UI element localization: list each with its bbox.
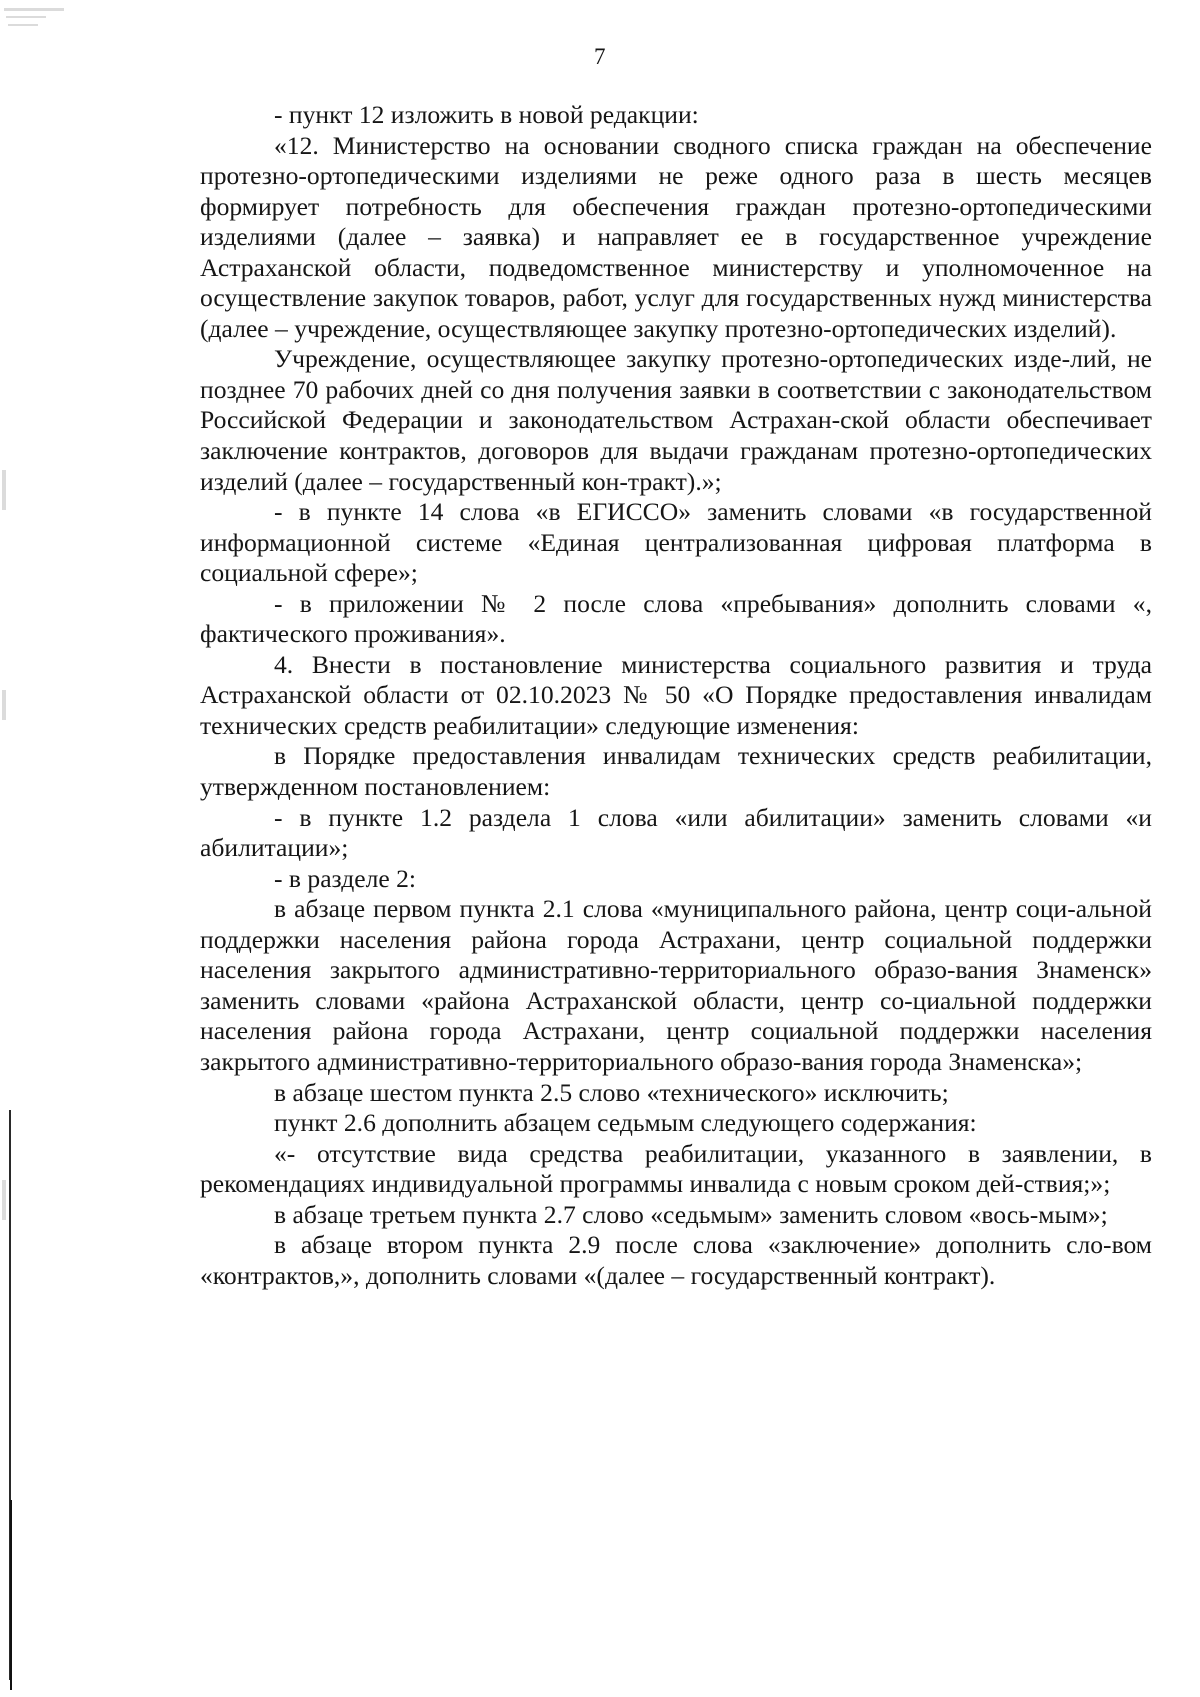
scan-artifact (8, 24, 38, 26)
paragraph: Учреждение, осуществляющее закупку протезно-ортопедических изде-лий, не позднее 70 рабочих дней со дня получения заявки в соответствии с законодательством Российской Федерации и законодательством Астрахан-ской области обеспечивает заключение контрактов, договоров для выдачи гражданам протезно-ортопедических изделий (далее – государственный кон-тракт).»; (200, 344, 1152, 496)
paragraph: «12. Министерство на основании сводного списка граждан на обеспечение протезно-ортопедическими изделиями не реже одного раза в шесть месяцев формирует потребность для обеспечения граждан протезно-ортопедическими изделиями (далее – заявка) и направляет ее в государственное учреждение Астраханской области, подведомственное министерству и уполномоченное на осуществление закупок товаров, работ, услуг для государственных нужд министерства (далее – учреждение, осуществляющее закупку протезно-ортопедических изделий). (200, 130, 1152, 343)
scan-edge-line (10, 1500, 12, 1690)
paragraph: 4. Внести в постановление министерства социального развития и труда Астраханской области от 02.10.2023 № 50 «О Порядке предоставления инвалидам технических средств реабилитации» следующие изменения: (200, 649, 1152, 740)
scan-artifact (4, 8, 64, 11)
paragraph: в абзаце шестом пункта 2.5 слово «технического» исключить; (274, 1077, 949, 1107)
paragraph: - в пункте 1.2 раздела 1 слова «или абилитации» заменить словами «и абилитации»; (200, 802, 1152, 863)
scan-artifact (6, 16, 46, 18)
paragraph: - в разделе 2: (274, 863, 417, 893)
paragraph: в Порядке предоставления инвалидам технических средств реабилитации, утвержденном постановлением: (200, 741, 1152, 802)
scan-artifact (2, 690, 6, 720)
paragraph: - в пункте 14 слова «в ЕГИССО» заменить словами «в государственной информационной системе «Единая централизованная цифровая платформа в социальной сфере»; (200, 497, 1152, 588)
scan-artifact (2, 1180, 6, 1220)
paragraph: - в приложении № 2 после слова «пребывания» дополнить словами «, фактического проживания». (200, 588, 1152, 649)
scan-artifact (2, 470, 6, 510)
page-number: 7 (594, 44, 606, 69)
paragraph: - пункт 12 изложить в новой редакции: (274, 100, 699, 129)
paragraph: «- отсутствие вида средства реабилитации, указанного в заявлении, в рекомендациях индивидуальной программы инвалида с новым сроком дей-ствия;»; (200, 1138, 1152, 1199)
paragraph: в абзаце втором пункта 2.9 после слова «заключение» дополнить сло-вом «контрактов,», дополнить словами «(далее – государственный контракт). (200, 1230, 1152, 1290)
document-body (200, 100, 1152, 1291)
paragraph: пункт 2.6 дополнить абзацем седьмым следующего содержания: (274, 1108, 977, 1138)
paragraph: в абзаце третьем пункта 2.7 слово «седьмым» заменить словом «вось-мым»; (274, 1199, 1108, 1229)
paragraph: в абзаце первом пункта 2.1 слова «муниципального района, центр соци-альной поддержки населения района города Астрахани, центр социальной поддержки населения закрытого административно-территориального образо-вания Знаменск» заменить словами «района Астраханской области, центр со-циальной поддержки населения района города Астрахани, центр социальной поддержки населения закрытого административно-территориального образо-вания города Знаменска»; (200, 894, 1152, 1076)
